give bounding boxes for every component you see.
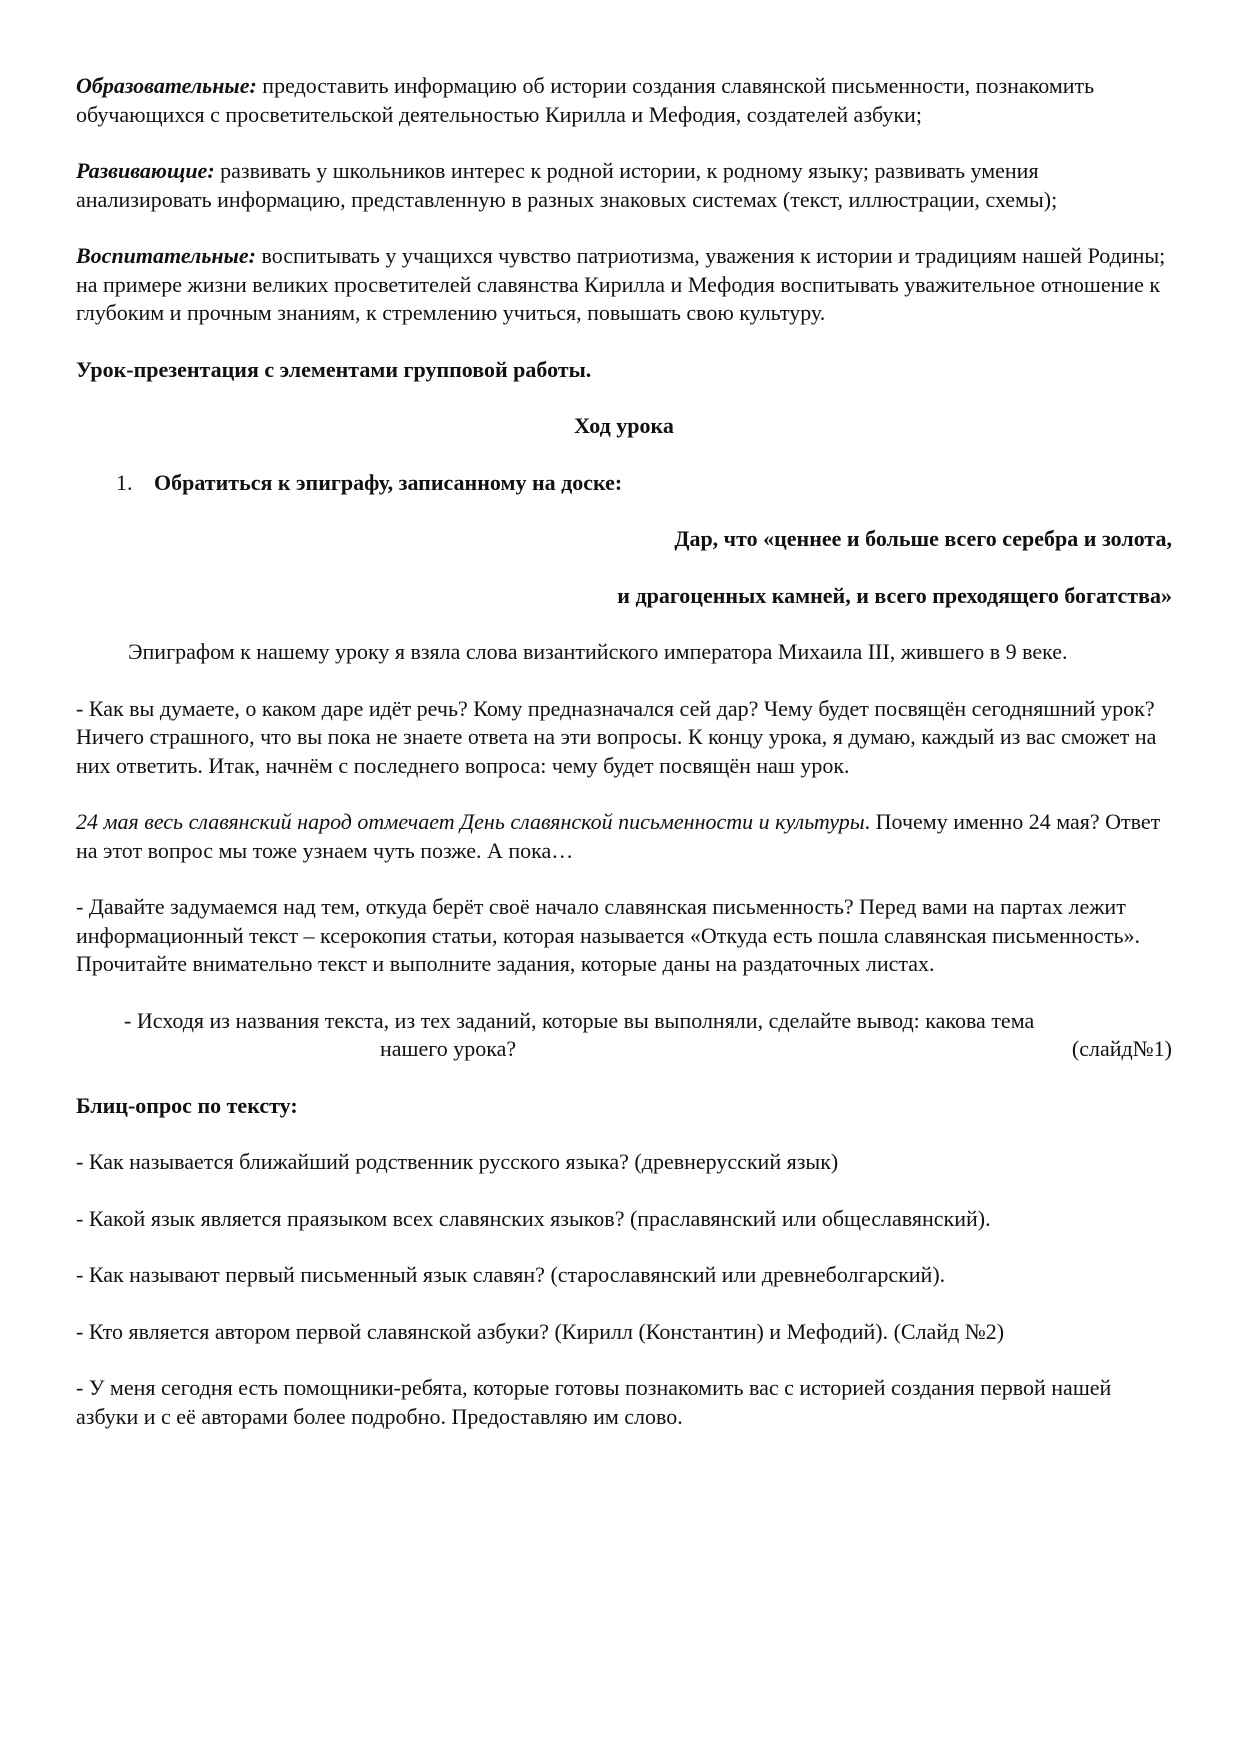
goal-developmental	[76, 157, 1172, 214]
blitz-question-1: - Как называется ближайший родственник русского языка? (древнерусский язык)	[76, 1149, 839, 1174]
conclusion-line-1: - Исходя из названия текста, из тех заданий, которые вы выполняли, сделайте вывод: какова тема	[124, 1007, 1035, 1033]
step-number: 1.	[116, 469, 133, 495]
slide-reference: (слайд№1)	[1071, 1036, 1172, 1061]
goal-label: Развивающие:	[76, 158, 215, 183]
goal-educational	[76, 72, 1172, 129]
epigraph-line-1: Дар, что «ценнее и больше всего серебра и золота,	[674, 526, 1172, 551]
epigraph-line-2: и драгоценных камней, и всего преходящего богатства»	[617, 582, 1172, 608]
step-1	[76, 469, 1172, 498]
blitz-question-5: - У меня сегодня есть помощники-ребята, которые готовы познакомить вас с историей создания первой нашей азбуки и с её авторами более подробно. Предоставляю им слово.	[76, 1375, 1112, 1429]
conclusion-question: нашего урока?	[380, 1036, 517, 1061]
goal-upbringing	[76, 242, 1172, 328]
goal-label: Образовательные:	[76, 73, 257, 98]
blitz-question-3: - Как называют первый письменный язык славян? (старославянский или древнеболгарский).	[76, 1262, 946, 1287]
document-page	[76, 72, 1172, 1459]
step-text: Обратиться к эпиграфу, записанному на доске:	[154, 469, 623, 495]
question-gift: - Как вы думаете, о каком даре идёт речь? Кому предназначался сей дар? Чему будет посвящён сегодняшний урок? Ничего страшного, что вы пока не знаете ответа на эти вопросы. К концу урока, я думаю, каждый из вас сможет на них ответить. Итак, начнём с последнего вопроса: чему будет посвящён наш урок.	[76, 695, 1157, 778]
blitz-heading: Блиц-опрос по тексту:	[76, 1092, 298, 1118]
may24-italic: 24 мая весь славянский народ отмечает День славянской письменности и культуры	[76, 809, 865, 834]
may24-rest: . Почему именно 24 мая? Ответ на этот вопрос мы тоже узнаем чуть позже. А пока…	[76, 809, 1161, 863]
goal-text: воспитывать у учащихся чувство патриотизма, уважения к истории и традициям нашей Родины; на примере жизни великих просветителей славянства Кирилла и Мефодия воспитывать уважительное отношение к глубоким и прочным знаниям, к стремлению учиться, повышать свою культуру.	[76, 243, 1166, 325]
goal-label: Воспитательные:	[76, 243, 256, 268]
conclusion-line-2	[76, 1035, 1172, 1064]
conclusion-paragraph	[76, 1007, 1172, 1064]
goal-text: предоставить информацию об истории создания славянской письменности, познакомить обучающихся с просветительской деятельностью Кирилла и Мефодия, создателей азбуки;	[76, 73, 1095, 127]
may24-paragraph	[76, 808, 1172, 865]
epigraph-source: Эпиграфом к нашему уроку я взяла слова византийского императора Михаила III, жившего в 9 веке.	[128, 639, 1068, 664]
reflect-paragraph: - Давайте задумаемся над тем, откуда берёт своё начало славянская письменность? Перед вами на партах лежит информационный текст – ксерокопия статьи, которая называется «Откуда есть пошла славянская письменность». Прочитайте внимательно текст и выполните задания, которые даны на раздаточных листах.	[76, 894, 1141, 976]
blitz-question-4: - Кто является автором первой славянской азбуки? (Кирилл (Константин) и Мефодий). (Слайд №2)	[76, 1318, 1005, 1344]
goal-text: развивать у школьников интерес к родной истории, к родному языку; развивать умения анализировать информацию, представленную в разных знаковых системах (текст, иллюстрации, схемы);	[76, 158, 1058, 212]
blitz-question-2: - Какой язык является праязыком всех славянских языков? (праславянский или общеславянский).	[76, 1205, 991, 1231]
lesson-heading: Ход урока	[574, 413, 674, 438]
lesson-type: Урок-презентация с элементами групповой работы.	[76, 356, 592, 382]
